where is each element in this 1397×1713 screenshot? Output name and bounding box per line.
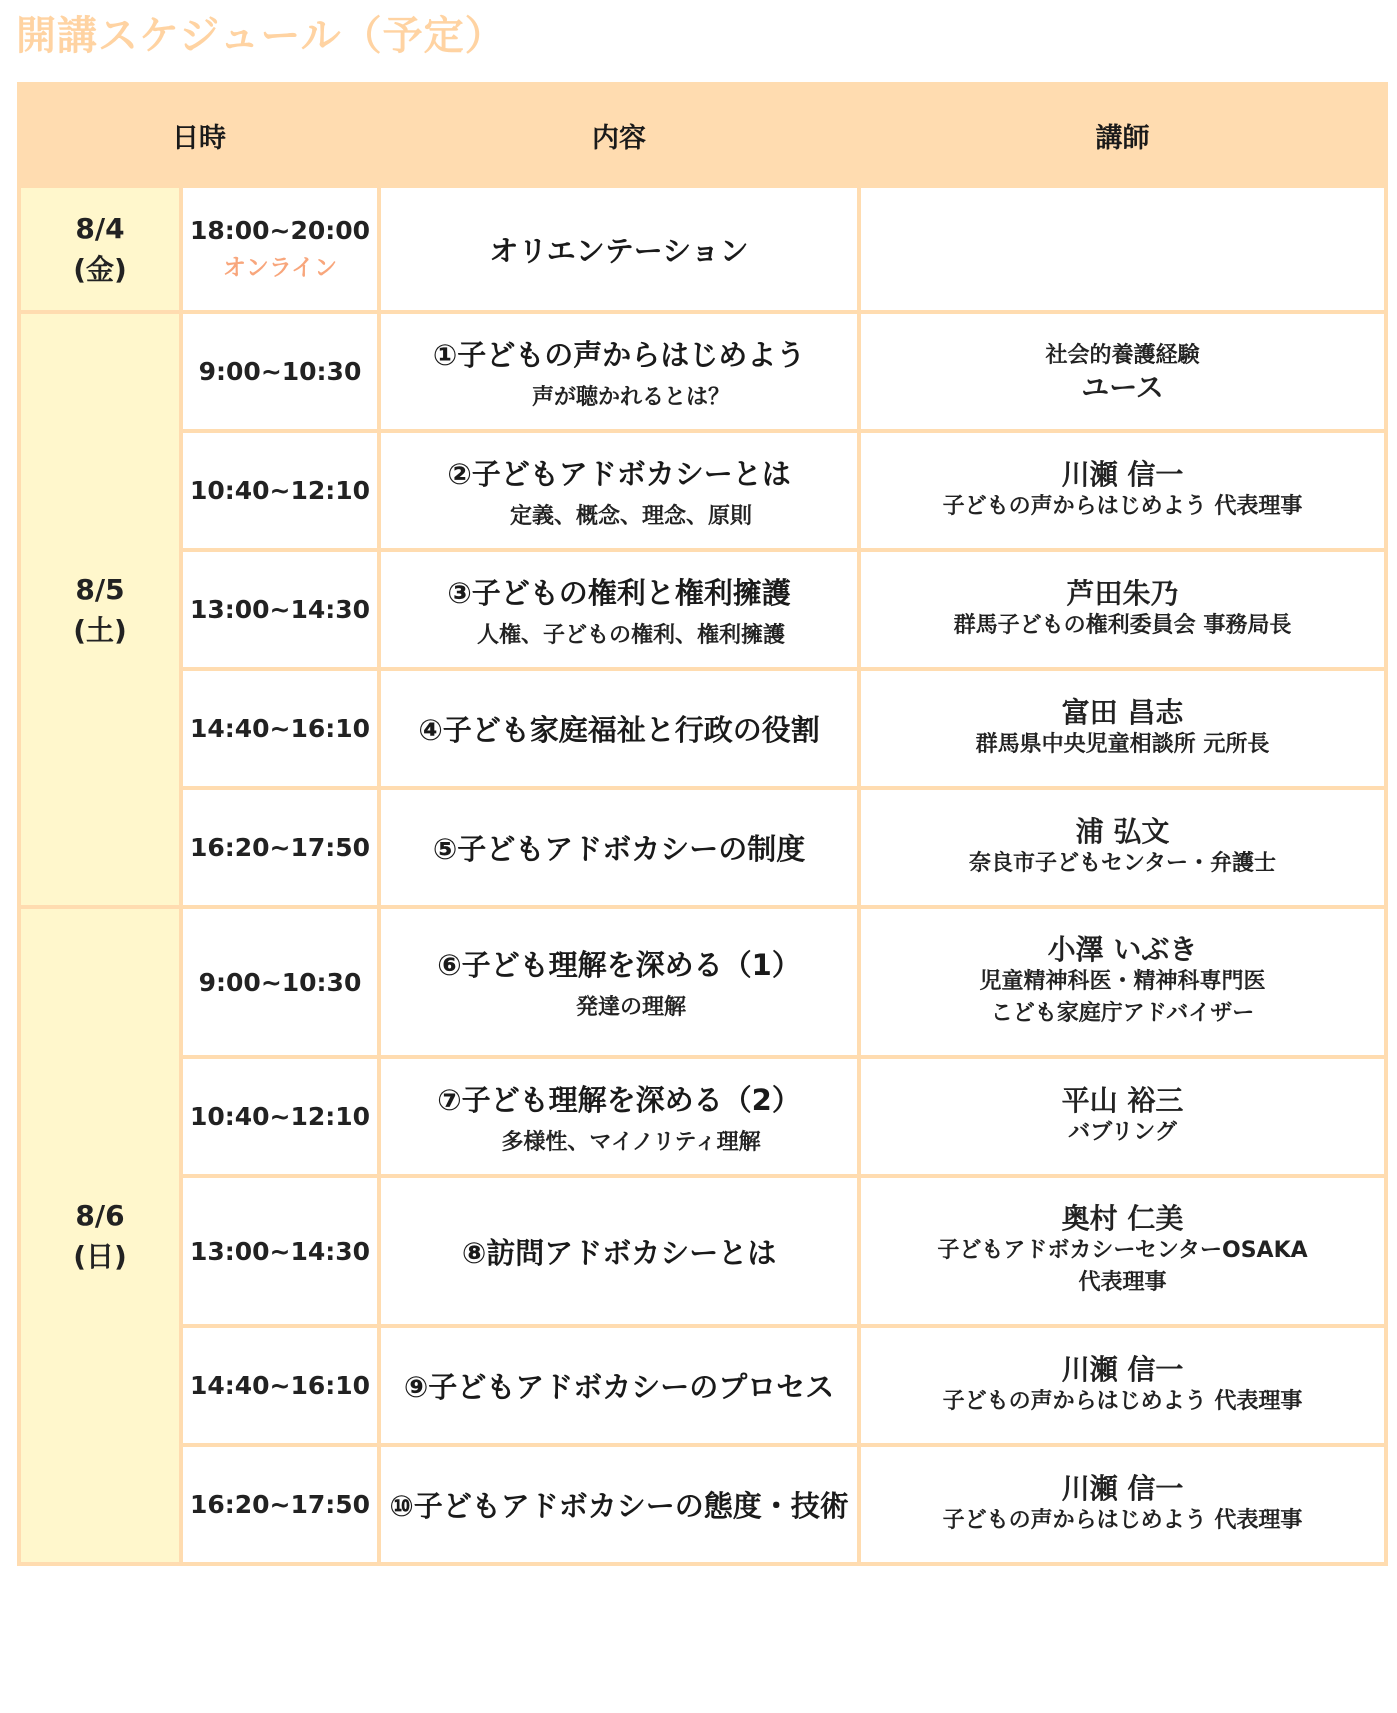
lecturer-cell [859,907,1386,1057]
lecturer-affiliation: 子どもの声からはじめよう 代表理事 [942,493,1303,519]
time-range: 9:00~10:30 [198,967,362,997]
lecturer-name: 芦田朱乃 [1066,576,1179,610]
table-row [19,907,1386,1057]
lecturer-name: 川瀬 信一 [1061,1352,1184,1386]
lecturer-name: 平山 裕三 [1061,1083,1184,1117]
lecturer-name: 富田 昌志 [1061,695,1184,729]
table-row [19,669,1386,788]
time-range: 18:00~20:00 [189,216,371,245]
lecturer-name: 浦 弘文 [1075,814,1170,848]
lecturer-affiliation: 児童精神科医・精神科専門医 [979,969,1266,994]
time-range: 16:20~17:50 [189,1490,371,1519]
session-subtitle: 声が聴かれるとは？ [531,384,730,410]
content-cell [379,1445,859,1564]
lecturer-name: 川瀬 信一 [1061,1471,1184,1505]
lecturer-cell [859,1176,1386,1326]
content-cell [379,669,859,788]
day-date: 8/6 [75,1198,125,1232]
session-subtitle: 定義、概念、理念、原則 [509,503,752,529]
time-cell [181,907,379,1057]
session-title: ⑩子どもアドボカシーの態度・技術 [389,1489,849,1523]
lecturer-affiliation: 奈良市子どもセンター・弁護士 [968,850,1277,876]
time-range: 16:20~17:50 [189,833,371,862]
lecturer-affiliation: 子どもアドボカシーセンターOSAKA [937,1238,1308,1263]
table-row [19,312,1386,431]
lecturer-cell [859,669,1386,788]
lecturer-name: 小澤 いぶき [1047,933,1198,966]
content-cell [379,1326,859,1445]
time-range: 13:00~14:30 [189,1236,371,1266]
session-title: オリエンテーション [489,233,749,268]
table-row [19,1326,1386,1445]
time-cell [181,1176,379,1326]
time-range: 9:00~10:30 [198,357,362,386]
header-row [19,84,1386,186]
lecturer-cell [859,312,1386,431]
session-title: ③子どもの権利と権利擁護 [447,575,791,610]
time-range: 10:40~12:10 [189,476,371,505]
lecturer-cell [859,1445,1386,1564]
time-cell [181,1326,379,1445]
time-cell [181,1445,379,1564]
session-title: ⑦子ども理解を深める（2） [437,1082,801,1117]
day-weekday: (金) [73,253,127,286]
lecturer-cell [859,186,1386,312]
session-subtitle: 多様性、マイノリティ理解 [501,1129,761,1155]
lecturer-affiliation: 群馬子どもの権利委員会 事務局長 [953,612,1292,638]
time-range: 14:40~16:10 [189,714,371,743]
time-cell [181,186,379,312]
content-cell [379,788,859,907]
page-title: 開講スケジュール（予定） [16,13,506,59]
table-row [19,1057,1386,1176]
time-cell [181,669,379,788]
table-row [19,788,1386,907]
session-subtitle: 人権、子どもの権利、権利擁護 [476,622,785,648]
lecturer-cell [859,1057,1386,1176]
lecturer-affiliation: こども家庭庁アドバイザー [990,1001,1255,1026]
table-row [19,431,1386,550]
content-cell [379,907,859,1057]
content-cell [379,550,859,669]
lecturer-name: 奥村 仁美 [1061,1202,1184,1235]
content-cell [379,186,859,312]
time-range: 13:00~14:30 [189,595,371,624]
lecturer-name: 川瀬 信一 [1061,457,1184,491]
session-title: ⑤子どもアドボカシーの制度 [432,832,806,866]
time-note: オンライン [222,255,338,281]
lecturer-cell [859,788,1386,907]
day-cell [19,907,181,1564]
content-cell [379,431,859,550]
content-cell [379,1057,859,1176]
lecturer-cell [859,431,1386,550]
content-cell [379,312,859,431]
time-cell [181,431,379,550]
day-cell [19,186,181,312]
session-title: ⑧訪問アドボカシーとは [461,1235,777,1270]
session-title: ①子どもの声からはじめよう [432,337,806,372]
content-cell [379,1176,859,1326]
lecturer-affiliation: 代表理事 [1078,1270,1167,1295]
table-row [19,1445,1386,1564]
lecturer-affiliation: 子どもの声からはじめよう 代表理事 [942,1507,1303,1533]
time-cell [181,550,379,669]
lecturer-cell [859,1326,1386,1445]
session-title: ⑨子どもアドボカシーのプロセス [403,1370,835,1404]
day-date: 8/4 [75,212,125,245]
session-title: ⑥子ども理解を深める（1） [437,948,801,982]
session-title: ④子ども家庭福祉と行政の役割 [418,713,820,747]
schedule-table [17,82,1388,1566]
header-content: 内容 [379,84,859,186]
lecturer-affiliation: 子どもの声からはじめよう 代表理事 [942,1388,1303,1414]
day-weekday: (土) [73,613,127,647]
table-row [19,186,1386,312]
table-row [19,1176,1386,1326]
day-weekday: (日) [73,1239,127,1273]
lecturer-affiliation: 社会的養護経験 [1045,342,1200,368]
header-lecturer: 講師 [859,84,1386,186]
time-cell [181,788,379,907]
day-cell [19,312,181,907]
time-range: 14:40~16:10 [189,1371,371,1400]
time-cell [181,312,379,431]
table-row [19,550,1386,669]
lecturer-affiliation: 群馬県中央児童相談所 元所長 [975,731,1270,757]
time-range: 10:40~12:10 [189,1102,371,1131]
session-title: ②子どもアドボカシーとは [447,456,791,491]
header-datetime: 日時 [19,84,379,186]
day-date: 8/5 [75,572,125,606]
lecturer-name: ユース [1081,370,1164,404]
lecturer-affiliation: バブリング [1068,1119,1177,1145]
time-cell [181,1057,379,1176]
session-subtitle: 発達の理解 [575,995,686,1020]
lecturer-cell [859,550,1386,669]
